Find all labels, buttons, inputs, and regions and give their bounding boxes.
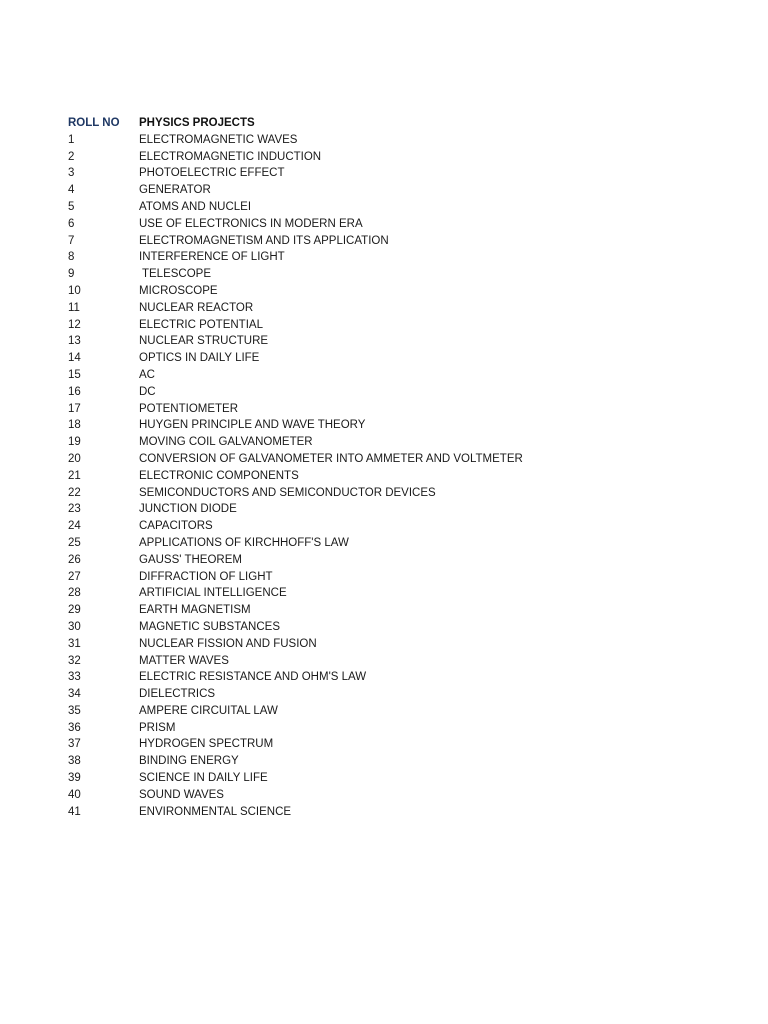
project-title: MAGNETIC SUBSTANCES <box>139 620 280 633</box>
roll-number: 41 <box>68 805 81 818</box>
table-row <box>68 787 748 804</box>
project-title: ELECTROMAGNETIC WAVES <box>139 133 298 146</box>
project-title: SEMICONDUCTORS AND SEMICONDUCTOR DEVICES <box>139 486 436 499</box>
roll-number: 13 <box>68 335 81 348</box>
project-title: ELECTROMAGNETIC INDUCTION <box>139 150 322 163</box>
roll-number: 39 <box>68 772 81 785</box>
roll-number: 4 <box>68 184 75 197</box>
project-title: EARTH MAGNETISM <box>139 604 251 617</box>
project-title: POTENTIOMETER <box>139 402 239 415</box>
table-row <box>68 434 748 451</box>
table-row <box>68 753 748 770</box>
table-row <box>68 367 748 384</box>
roll-number: 9 <box>68 268 75 281</box>
table-row <box>68 266 748 283</box>
project-title: MICROSCOPE <box>139 284 218 297</box>
table-row <box>68 165 748 182</box>
project-title: JUNCTION DIODE <box>139 503 237 516</box>
table-row <box>68 501 748 518</box>
project-title: ELECTRIC POTENTIAL <box>139 318 263 331</box>
table-row <box>68 233 748 250</box>
roll-number: 20 <box>68 452 81 465</box>
roll-number: 15 <box>68 368 81 381</box>
table-header-row <box>68 115 748 132</box>
table-row <box>68 485 748 502</box>
roll-number: 18 <box>68 419 81 432</box>
project-title: MATTER WAVES <box>139 654 229 667</box>
roll-number: 19 <box>68 436 81 449</box>
project-title: MOVING COIL GALVANOMETER <box>139 436 313 449</box>
project-title: GAUSS' THEOREM <box>139 553 242 566</box>
table-row <box>68 317 748 334</box>
roll-number: 35 <box>68 704 81 717</box>
roll-number: 37 <box>68 738 81 751</box>
roll-number: 12 <box>68 318 81 331</box>
project-title: INTERFERENCE OF LIGHT <box>139 251 285 264</box>
roll-number: 30 <box>68 620 81 633</box>
table-row <box>68 468 748 485</box>
project-title: DIFFRACTION OF LIGHT <box>139 570 273 583</box>
project-title: AC <box>139 368 155 381</box>
table-body <box>68 132 748 821</box>
roll-number: 26 <box>68 553 81 566</box>
roll-number: 11 <box>68 301 80 314</box>
table-row <box>68 384 748 401</box>
project-title: APPLICATIONS OF KIRCHHOFF'S LAW <box>139 536 349 549</box>
roll-number: 22 <box>68 486 81 499</box>
project-title: ATOMS AND NUCLEI <box>139 200 252 213</box>
roll-number: 36 <box>68 721 81 734</box>
table-row <box>68 569 748 586</box>
table-row <box>68 132 748 149</box>
project-title: ELECTRIC RESISTANCE AND OHM'S LAW <box>139 671 367 684</box>
project-title: DC <box>139 385 156 398</box>
project-title: BINDING ENERGY <box>139 755 239 768</box>
project-title: NUCLEAR STRUCTURE <box>139 335 269 348</box>
table-row <box>68 417 748 434</box>
project-title: OPTICS IN DAILY LIFE <box>139 352 260 365</box>
roll-number: 27 <box>68 570 81 583</box>
table-row <box>68 552 748 569</box>
table-row <box>68 720 748 737</box>
project-title: PRISM <box>139 721 176 734</box>
roll-number: 3 <box>68 167 75 180</box>
project-title: SCIENCE IN DAILY LIFE <box>139 772 268 785</box>
project-title: USE OF ELECTRONICS IN MODERN ERA <box>139 217 363 230</box>
roll-number: 32 <box>68 654 81 667</box>
table-row <box>68 149 748 166</box>
roll-number: 40 <box>68 788 81 801</box>
roll-number: 14 <box>68 352 81 365</box>
table-row <box>68 451 748 468</box>
project-table <box>68 115 748 820</box>
roll-number: 8 <box>68 251 75 264</box>
header-roll-no: ROLL NO <box>68 117 120 129</box>
roll-number: 38 <box>68 755 81 768</box>
roll-number: 33 <box>68 671 81 684</box>
project-title: HUYGEN PRINCIPLE AND WAVE THEORY <box>139 419 366 432</box>
roll-number: 31 <box>68 637 81 650</box>
table-row <box>68 736 748 753</box>
table-row <box>68 300 748 317</box>
project-title: CONVERSION OF GALVANOMETER INTO AMMETER AND VOLTMETER <box>139 452 523 465</box>
roll-number: 16 <box>68 385 81 398</box>
roll-number: 17 <box>68 402 81 415</box>
table-row <box>68 249 748 266</box>
table-row <box>68 585 748 602</box>
roll-number: 28 <box>68 587 81 600</box>
project-title: GENERATOR <box>139 184 211 197</box>
table-row <box>68 182 748 199</box>
roll-number: 1 <box>68 133 75 146</box>
table-row <box>68 350 748 367</box>
project-title: ENVIRONMENTAL SCIENCE <box>139 805 292 818</box>
project-title: ELECTROMAGNETISM AND ITS APPLICATION <box>139 234 389 247</box>
table-row <box>68 619 748 636</box>
project-title: ELECTRONIC COMPONENTS <box>139 469 299 482</box>
table-row <box>68 518 748 535</box>
project-title: NUCLEAR FISSION AND FUSION <box>139 637 317 650</box>
roll-number: 21 <box>68 469 81 482</box>
roll-number: 6 <box>68 217 75 230</box>
project-title: NUCLEAR REACTOR <box>139 301 254 314</box>
roll-number: 5 <box>68 200 75 213</box>
roll-number: 23 <box>68 503 81 516</box>
table-row <box>68 535 748 552</box>
table-row <box>68 199 748 216</box>
table-row <box>68 636 748 653</box>
table-row <box>68 770 748 787</box>
header-physics-projects: PHYSICS PROJECTS <box>139 117 255 129</box>
roll-number: 7 <box>68 234 75 247</box>
project-title: CAPACITORS <box>139 520 213 533</box>
roll-number: 10 <box>68 284 81 297</box>
table-row <box>68 401 748 418</box>
project-title: DIELECTRICS <box>139 688 216 701</box>
project-title: AMPERE CIRCUITAL LAW <box>139 704 278 717</box>
table-row <box>68 703 748 720</box>
table-row <box>68 216 748 233</box>
project-title: PHOTOELECTRIC EFFECT <box>139 167 285 180</box>
table-row <box>68 333 748 350</box>
project-title: HYDROGEN SPECTRUM <box>139 738 274 751</box>
table-row <box>68 283 748 300</box>
table-row <box>68 804 748 821</box>
project-title: SOUND WAVES <box>139 788 224 801</box>
table-row <box>68 602 748 619</box>
table-row <box>68 686 748 703</box>
roll-number: 25 <box>68 536 81 549</box>
roll-number: 2 <box>68 150 75 163</box>
table-row <box>68 653 748 670</box>
roll-number: 34 <box>68 688 81 701</box>
table-row <box>68 669 748 686</box>
project-title: ARTIFICIAL INTELLIGENCE <box>139 587 287 600</box>
project-title: TELESCOPE <box>139 268 212 281</box>
roll-number: 29 <box>68 604 81 617</box>
roll-number: 24 <box>68 520 81 533</box>
